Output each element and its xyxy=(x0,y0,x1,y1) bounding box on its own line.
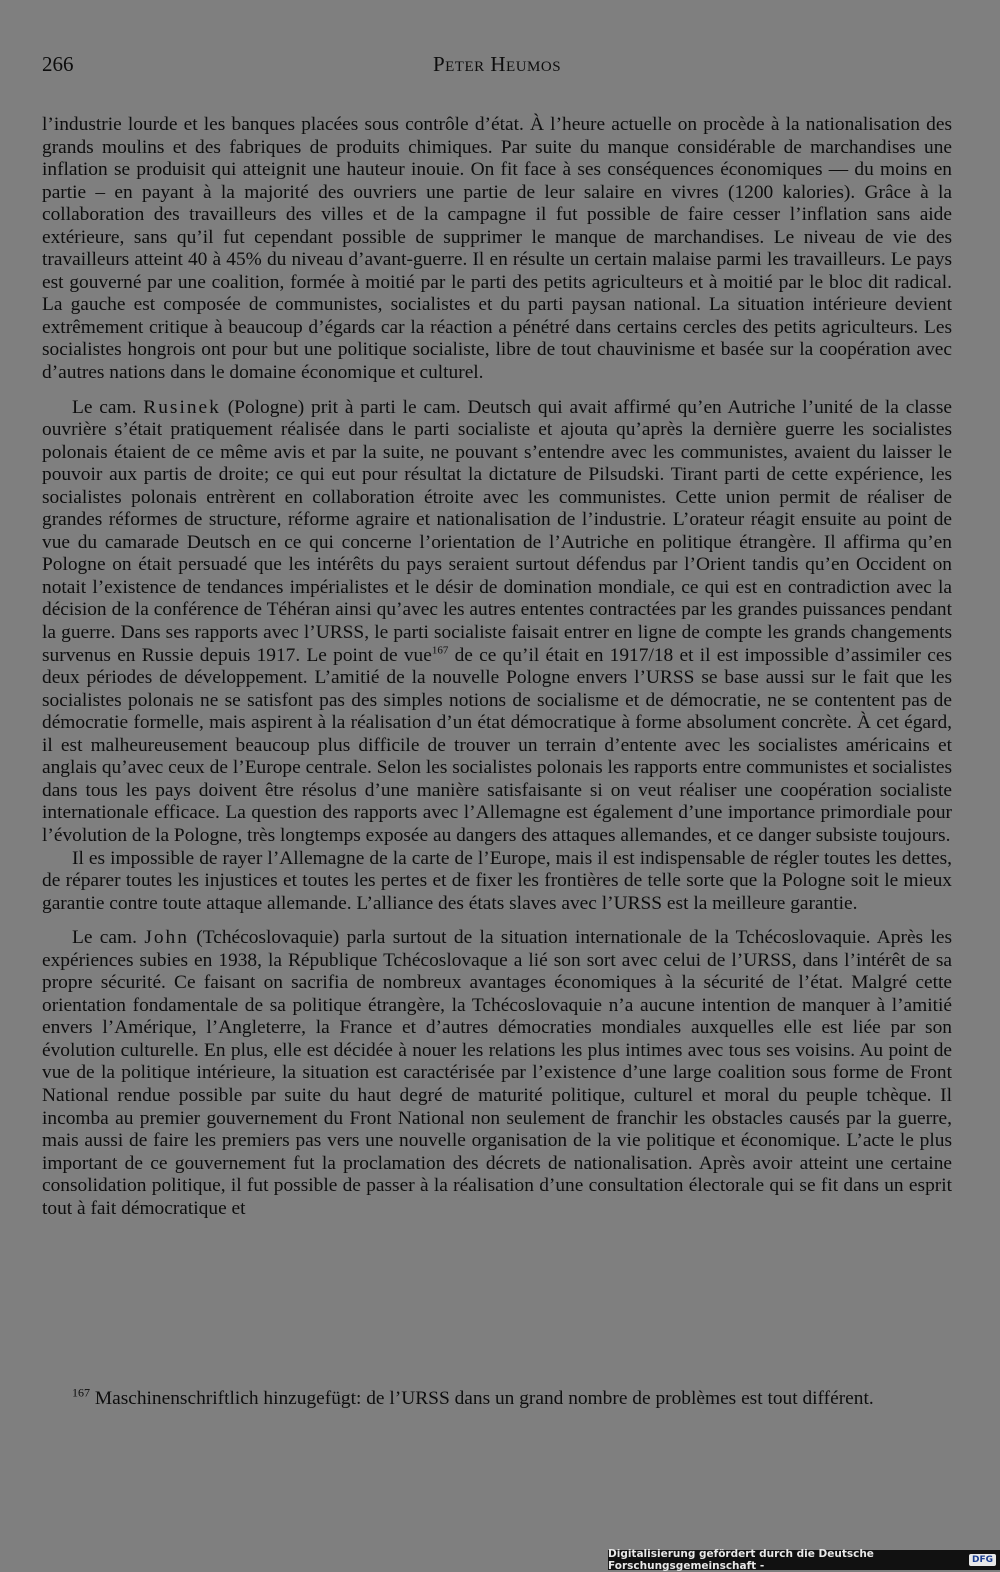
paragraph-text: l’industrie lourde et les banques placées sous contrôle d’état. À l’heure actuelle on procède à la nationalisation des grands moulins et des fabriques de produits chimiques. Par suite du manque considérable de marchandises une inflation se produisit qui atteignit une hauteur inouie. On fit face à ses conséquences économiques — du moins en partie – en payant à la majorité des ouvriers une partie de leur salaire en vivres (1200 kalories). Grâce à la collaboration des travailleurs des villes et de la campagne il fut possible de faire cesser l’inflation sans aide extérieure, sans qu’il fut cependant possible de supprimer le manque de marchandises. Le niveau de vie des travailleurs atteint 40 à 45% du niveau d’avant-guerre. Il en résulte un certain malaise parmi les travailleurs. Le pays est gouverné par une coalition, formée à moitié par le parti des petits agriculteurs et à moitié par le bloc dit radical. La gauche est composée de communistes, socialistes et du parti paysan national. La situation intérieure devient extrêmement critique à beaucoup d’égards car la réaction a pénétré dans certains cercles des petits agriculteurs. Les socialistes hongrois ont pour but une politique socialiste, libre de tout chauvinisme et basée sur la coopération avec d’autres nations dans le domaine économique et culturel. xyxy=(42,114,952,384)
paragraph-rusinek xyxy=(42,397,952,848)
credit-text: Digitalisierung gefördert durch die Deutsche Forschungsgemeinschaft - xyxy=(608,1548,874,1572)
page-header xyxy=(42,52,952,82)
paragraph-text: Il es impossible de rayer l’Allemagne de la carte de l’Europe, mais il est indispensable de régler toutes les dettes, de réparer toutes les injustices et toutes les pertes et de fixer les frontières de telle sorte que la Pologne soit le mieux garantie contre toute attaque allemande. L’alliance des états slaves avec l’URSS est la meilleure garantie. xyxy=(42,847,952,914)
speaker-name: Rusinek xyxy=(143,396,221,418)
paragraph-lead: Le cam. xyxy=(72,396,144,418)
digitization-credit-bar xyxy=(608,1550,1000,1570)
footnote-text: Maschinenschriftlich hinzugefügt: de l’URSS dans un grand nombre de problèmes est tout différent. xyxy=(90,1388,874,1409)
body-text xyxy=(42,114,952,1220)
running-title: Peter Heumos xyxy=(432,52,562,76)
footnote xyxy=(42,1385,952,1411)
paragraph-text: (Pologne) prit à parti le cam. Deutsch qui avait affirmé qu’en Autriche l’unité de la classe ouvrière s’était pratiquement réalisée dans le parti socialiste et ajouta qu’après la dernière guerre les socialistes polonais étaient de ce même avis et par la suite, ne pouvant s’entendre avec les communistes, avaient du laisser le pouvoir aux partis de droite; ce qui eut pour résultat la dictature de Pilsudski. Tirant parti de cette expérience, les socialistes polonais entrèrent en collaboration étroite avec les communistes. Cette union permit de réaliser de grandes réformes de structure, réforme agraire et nationalisation de l’industrie. L’orateur réagit ensuite au point de vue du camarade Deutsch en ce qui concerne l’orientation de l’Autriche en politique étrangère. Il affirma qu’en Pologne on était persuadé que les intérêts du pays seraient surtout défendus par l’Orient tandis qu’en Occident on notait l’existence de tendances impérialistes et le désir de domination mondiale, ce qui est en contradiction avec la décision de la conférence de Téhéran ainsi qu’avec les autres ententes contractées par les grandes puissances pendant la guerre. Dans ses rapports avec l’URSS, le parti socialiste faisait entrer en ligne de compte les grands changements survenus en Russie depuis 1917. Le point de vue xyxy=(42,396,952,666)
paragraph-germany xyxy=(42,848,952,916)
footnote-number: 167 xyxy=(72,1385,90,1400)
paragraph-text: (Tchécoslovaquie) parla surtout de la situation internationale de la Tchécoslovaquie. Après les expériences subies en 1938, la République Tchécoslovaque a lié son sort avec celui de l’URSS, dans l’intérêt de sa propre sécurité. Ce faisant on sacrifia de nombreux avantages économiques à la sécurité de l’état. Malgré cette orientation fondamentale de sa politique étrangère, la Tchécoslovaquie n’a aucune intention de manquer à l’amitié envers l’Amérique, l’Angleterre, la France et d’autres démocraties mondiales auxquelles elle est liée par son évolution culturelle. En plus, elle est décidée à nouer les relations les plus intimes avec tous ses voisins. Au point de vue de la politique intérieure, la situation est caractérisée par l’existence d’une large coalition sous forme de Front National rendue possible par suite du haut degré de maturité politique, culturel et moral du peuple tchèque. Il incomba au premier gouvernement du Front National non seulement de franchir les obstacles causés par la guerre, mais aussi de faire les premiers pas vers une nouvelle organisation de la vie politique et économique. L’acte le plus important de ce gouvernement fut la proclamation des décrets de nationalisation. Après avoir atteint une certaine consolidation politique, il fut possible de passer à la réalisation d’une consultation électorale qui se fit dans un esprit tout à fait démocratique et xyxy=(42,927,952,1219)
speaker-name: John xyxy=(144,927,189,949)
footnote-reference[interactable]: 167 xyxy=(431,644,449,657)
paragraph-text: de ce qu’il était en 1917/18 et il est impossible d’assimiler ces deux périodes de développement. L’amitié de la nouvelle Pologne envers l’URSS se base aussi sur le fait que les socialistes polonais ne se satisfont pas des simples notions de socialisme et de démocratie, ne se contentent pas de démocratie formelle, mais aspirent à la réalisation d’un état démocratique à forme absolument concrète. À cet égard, il est malheureusement beaucoup plus difficile de trouver un terrain d’entente avec les socialistes américains et anglais qu’avec ceux de l’Europe centrale. Selon les socialistes polonais les rapports entre communistes et socialistes dans tous les pays doivent être résolus d’une manière satisfaisante si on veut réaliser une coopération socialiste internationale efficace. La question des rapports avec l’Allemagne est également d’une importance primordiale pour l’évolution de la Pologne, très longtemps exposée au dangers des attaques allemandes, et ce danger subsiste toujours. xyxy=(42,644,952,846)
paragraph-lead: Le cam. xyxy=(72,927,145,949)
paragraph-hungary xyxy=(42,114,952,385)
dfg-logo-icon: DFG xyxy=(969,1554,996,1566)
page-number: 266 xyxy=(42,52,74,76)
paragraph-john xyxy=(42,927,952,1220)
